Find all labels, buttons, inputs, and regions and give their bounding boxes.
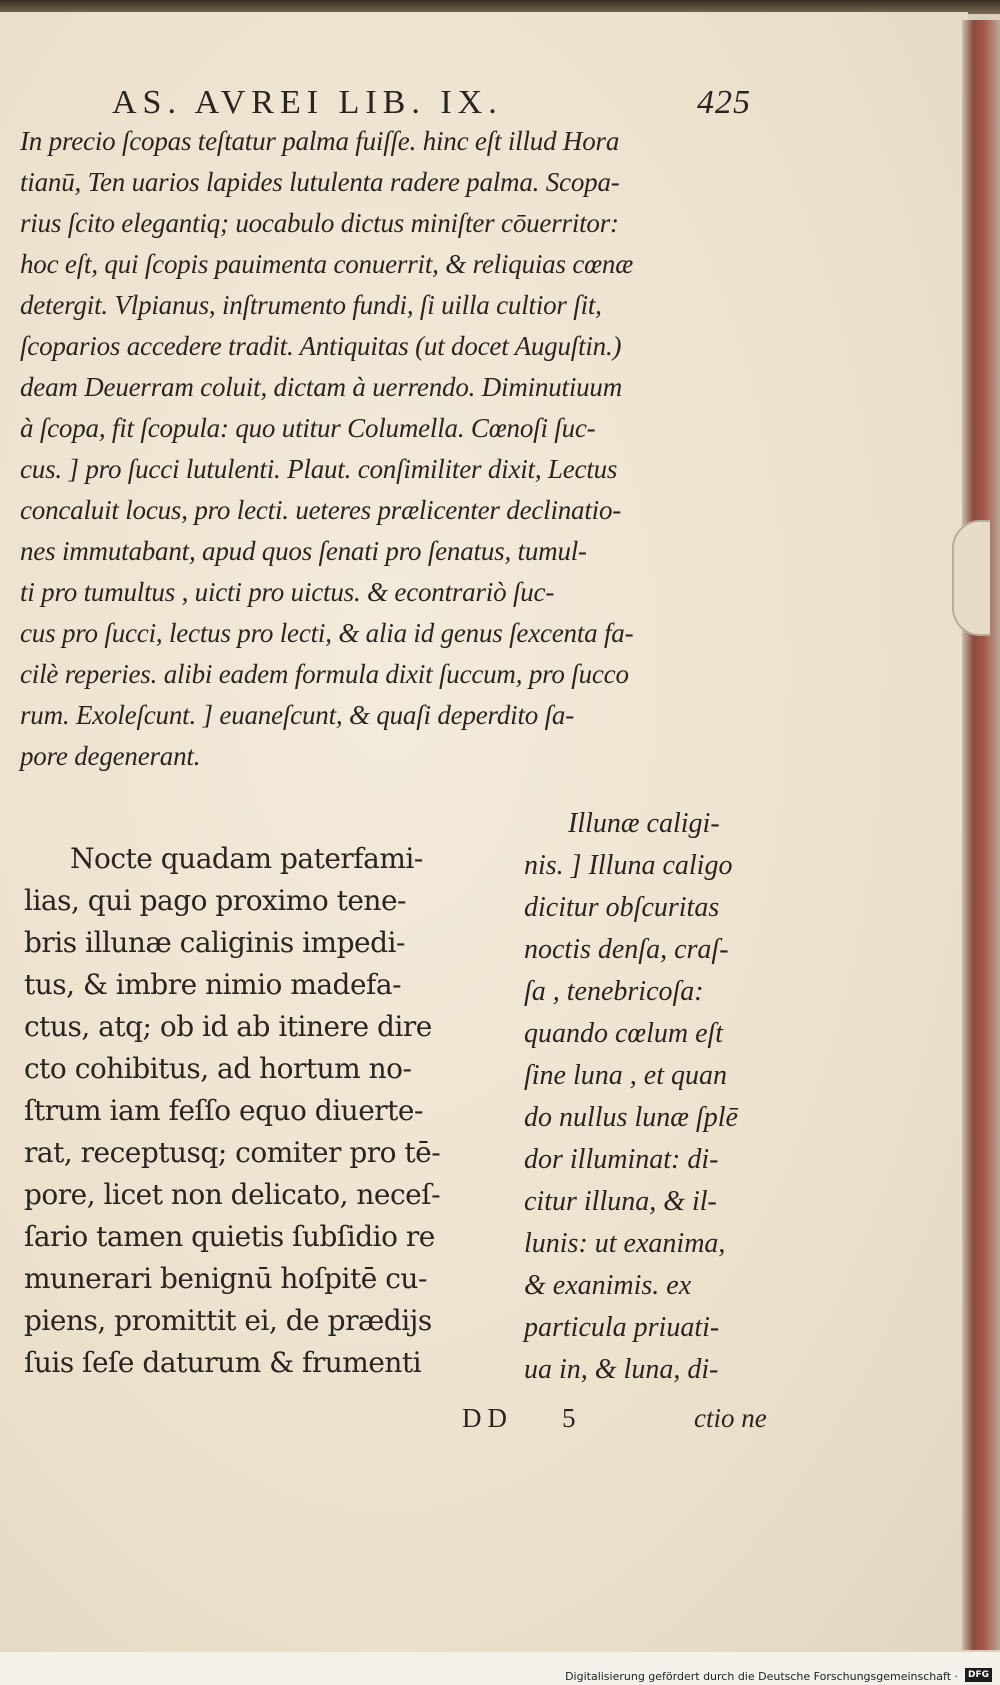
body-text-line: pore, licet non delicato, neceſ- [24,1178,441,1211]
body-text-line: munerari benignū hoſpitē cu- [24,1262,427,1295]
gloss-line: lunis: ut exanima, [524,1228,726,1259]
body-text-line: ſtrum iam feſſo equo diuerte- [24,1094,423,1127]
gloss-line: & exanimis. ex [524,1270,692,1301]
body-text-line: lias, qui pago proximo tene- [24,884,406,917]
page-number: 425 [697,84,751,121]
gloss-line: ua in, & luna, di- [524,1354,719,1385]
commentary-line: ti pro tumultus , uicti pro uictus. & econtrariò ſuc- [20,577,555,607]
footer-credit: Digitalisierung gefördert durch die Deutsche Forschungsgemeinschaft · [565,1670,958,1683]
signature-number: 5 [562,1403,576,1433]
body-text-line: piens, promittit ei, de prædijs [24,1304,432,1337]
body-text-line: Nocte quadam paterfami- [70,842,423,875]
gloss-line: quando cœlum eſt [524,1018,724,1049]
commentary-line: hoc eſt, qui ſcopis pauimenta conuerrit, & reliquias cœnæ [20,249,634,279]
body-text-line: rat, receptusq; comiter pro tē- [24,1136,441,1169]
body-text-line: bris illunæ caliginis impedi- [24,926,405,959]
body-text-line: tus, & imbre nimio madefa- [24,968,402,1001]
catchword: ctio ne [694,1403,767,1433]
commentary-line: cilè reperies. alibi eadem formula dixit ſuccum, pro ſucco [20,659,629,689]
gloss-line: dor illuminat: di- [524,1144,719,1175]
commentary-line: In precio ſcopas teſtatur palma fuiſſe. hinc eſt illud Hora [20,126,620,156]
body-text-line: ſuis ſeſe daturum & frumenti [24,1346,422,1379]
commentary-line: pore degenerant. [20,741,201,771]
running-header [112,84,762,122]
signature-mark: DD [462,1403,513,1433]
commentary-line: detergit. Vlpianus, inſtrumento fundi, ſi uilla cultior ſit, [20,290,602,320]
commentary-line: ſcoparios accedere tradit. Antiquitas (ut docet Auguſtin.) [20,331,622,361]
commentary-line: cus pro ſucci, lectus pro lecti, & alia id genus ſexcenta fa- [20,618,634,648]
gloss-line: do nullus lunæ ſplē [524,1102,738,1133]
running-title: AS. AVREI LIB. IX. [112,84,503,121]
commentary-line: rius ſcito elegantiq; uocabulo dictus miniſter cōuerritor: [20,208,619,238]
page-tab-mark [952,520,990,636]
gloss-line: ſine luna , et quan [524,1060,727,1091]
gloss-line: Illunæ caligi- [568,808,720,839]
commentary-line: nes immutabant, apud quos ſenati pro ſenatus, tumul- [20,536,587,566]
gloss-line: ſa , tenebricoſa: [524,976,704,1007]
gloss-line: noctis denſa, craſ- [524,934,729,965]
commentary-line: cus. ] pro ſucci lutulenti. Plaut. conſimiliter dixit, Lectus [20,454,618,484]
gloss-line: citur illuna, & il- [524,1186,717,1217]
body-text-line: cto cohibitus, ad hortum no- [24,1052,412,1085]
commentary-line: à ſcopa, fit ſcopula: quo utitur Columella. Cœnoſi ſuc- [20,413,596,443]
commentary-line: rum. Exoleſcunt. ] euaneſcunt, & quaſi deperdito ſa- [20,700,574,730]
commentary-line: concaluit locus, pro lecti. ueteres prælicenter declinatio- [20,495,622,525]
dfg-logo: DFG [965,1668,992,1682]
page-edge [962,20,1000,1650]
commentary-line: tianū, Ten uarios lapides lutulenta radere palma. Scopa- [20,167,620,197]
gloss-line: nis. ] Illuna caligo [524,850,733,881]
commentary-line: deam Deuerram coluit, dictam à uerrendo. Diminutiuum [20,372,623,402]
gloss-line: dicitur obſcuritas [524,892,720,923]
body-text-line: ctus, atq; ob id ab itinere dire [24,1010,432,1043]
body-text-line: ſario tamen quietis ſubſidio re [24,1220,435,1253]
gloss-line: particula priuati- [524,1312,720,1343]
